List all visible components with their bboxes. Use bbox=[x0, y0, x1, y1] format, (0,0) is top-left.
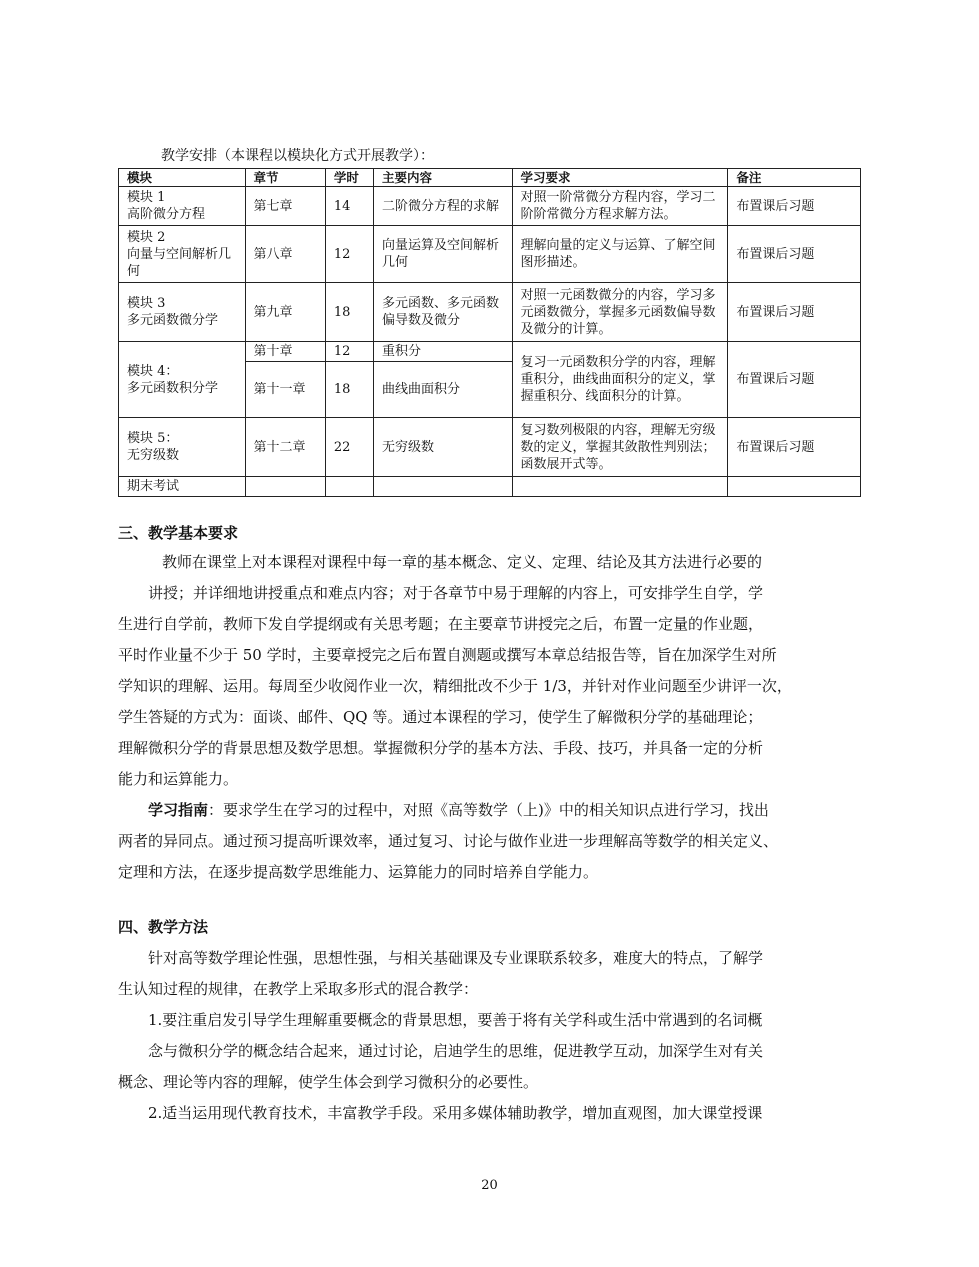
table-row bbox=[119, 418, 861, 477]
requirement-cell: 复习一元函数积分学的内容，理解重积分，曲线曲面积分的定义，掌握重积分、线面积分的计算。 bbox=[512, 342, 728, 418]
table-row bbox=[119, 342, 861, 362]
hours-cell bbox=[325, 477, 373, 497]
paragraph-line: 教师在课堂上对本课程对课程中每一章的基本概念、定义、定理、结论及其方法进行必要的 bbox=[162, 553, 763, 571]
paragraph-line: 念与微积分学的概念结合起来，通过讨论，启迪学生的思维，促进教学互动，加深学生对有关 bbox=[148, 1042, 764, 1060]
paragraph-line: 两者的异同点。通过预习提高听课效率，通过复习、讨论与做作业进一步理解高等数学的相关定义、 bbox=[118, 832, 779, 850]
note-cell bbox=[728, 477, 861, 497]
requirement-cell: 对照一元函数微分的内容，学习多元函数微分，掌握多元函数偏导数及微分的计算。 bbox=[512, 283, 728, 342]
chapter-cell: 第八章 bbox=[245, 226, 325, 283]
note-cell: 布置课后习题 bbox=[728, 187, 861, 226]
module-cell: 模块 4： 多元函数积分学 bbox=[119, 342, 246, 418]
content-cell: 向量运算及空间解析几何 bbox=[374, 226, 513, 283]
chapter-cell: 第七章 bbox=[245, 187, 325, 226]
paragraph-line: 学生答疑的方式为：面谈、邮件、QQ 等。通过本课程的学习，使学生了解微积分学的基础理论； bbox=[118, 708, 763, 726]
header-note: 备注 bbox=[728, 169, 861, 187]
table-header-row bbox=[119, 169, 861, 187]
table-row bbox=[119, 226, 861, 283]
module-cell: 模块 1 高阶微分方程 bbox=[119, 187, 246, 226]
module-cell: 模块 5： 无穷级数 bbox=[119, 418, 246, 477]
table-row bbox=[119, 187, 861, 226]
chapter-cell: 第十二章 bbox=[245, 418, 325, 477]
hours-cell: 18 bbox=[325, 283, 373, 342]
section-heading: 三、教学基本要求 bbox=[118, 524, 239, 542]
section-body bbox=[118, 547, 863, 888]
header-hours: 学时 bbox=[325, 169, 373, 187]
header-content: 主要内容 bbox=[374, 169, 513, 187]
section-body bbox=[118, 943, 863, 1129]
chapter-cell: 第十章 bbox=[245, 342, 325, 362]
requirement-cell: 理解向量的定义与运算、了解空间图形描述。 bbox=[512, 226, 728, 283]
content-cell: 多元函数、多元函数偏导数及微分 bbox=[374, 283, 513, 342]
guide-label: 学习指南 bbox=[148, 801, 209, 819]
chapter-cell bbox=[245, 477, 325, 497]
paragraph-line: 能力和运算能力。 bbox=[118, 770, 239, 788]
module-cell: 模块 2 向量与空间解析几何 bbox=[119, 226, 246, 283]
paragraph-line: 概念、理论等内容的理解，使学生体会到学习微积分的必要性。 bbox=[118, 1073, 539, 1091]
hours-cell: 14 bbox=[325, 187, 373, 226]
paragraph-line: 1.要注重启发引导学生理解重要概念的背景思想，要善于将有关学科或生活中常遇到的名词概 bbox=[148, 1011, 763, 1029]
content-cell: 无穷级数 bbox=[374, 418, 513, 477]
header-chapter: 章节 bbox=[245, 169, 325, 187]
paragraph-line: 学知识的理解、运用。每周至少收阅作业一次，精细批改不少于 1/3，并针对作业问题至少讲评一次， bbox=[118, 677, 792, 695]
paragraph-line bbox=[118, 795, 863, 826]
hours-cell: 18 bbox=[325, 362, 373, 418]
chapter-cell: 第九章 bbox=[245, 283, 325, 342]
paragraph-line: 2.适当运用现代教育技术，丰富教学手段。采用多媒体辅助教学，增加直观图，加大课堂授课 bbox=[148, 1104, 763, 1122]
module-cell: 模块 3 多元函数微分学 bbox=[119, 283, 246, 342]
paragraph-line: 理解微积分学的背景思想及数学思想。掌握微积分学的基本方法、手段、技巧，并具备一定的分析 bbox=[118, 739, 764, 757]
hours-cell: 22 bbox=[325, 418, 373, 477]
module-cell: 期末考试 bbox=[119, 477, 246, 497]
requirement-cell bbox=[512, 477, 728, 497]
paragraph-line: 生进行自学前，教师下发自学提纲或有关思考题；在主要章节讲授完之后，布置一定量的作业题， bbox=[118, 615, 764, 633]
hours-cell: 12 bbox=[325, 342, 373, 362]
content-cell: 重积分 bbox=[374, 342, 513, 362]
schedule-table bbox=[118, 168, 861, 497]
chapter-cell: 第十一章 bbox=[245, 362, 325, 418]
paragraph-line: 生认知过程的规律，在教学上采取多形式的混合教学： bbox=[118, 980, 479, 998]
paragraph-line: 针对高等数学理论性强，思想性强，与相关基础课及专业课联系较多，难度大的特点，了解学 bbox=[148, 949, 764, 967]
requirement-cell: 复习数列极限的内容，理解无穷级数的定义，掌握其敛散性判别法；函数展开式等。 bbox=[512, 418, 728, 477]
note-cell: 布置课后习题 bbox=[728, 283, 861, 342]
table-row bbox=[119, 283, 861, 342]
note-cell: 布置课后习题 bbox=[728, 418, 861, 477]
header-module: 模块 bbox=[119, 169, 246, 187]
paragraph-line: 定理和方法，在逐步提高数学思维能力、运算能力的同时培养自学能力。 bbox=[118, 863, 599, 881]
section-heading: 四、教学方法 bbox=[118, 918, 209, 936]
content-cell: 曲线曲面积分 bbox=[374, 362, 513, 418]
requirement-cell: 对照一阶常微分方程内容，学习二阶阶常微分方程求解方法。 bbox=[512, 187, 728, 226]
content-cell: 二阶微分方程的求解 bbox=[374, 187, 513, 226]
schedule-intro: 教学安排（本课程以模块化方式开展教学）： bbox=[161, 148, 434, 164]
table-row bbox=[119, 477, 861, 497]
paragraph-line: 平时作业量不少于 50 学时，主要章授完之后布置自测题或撰写本章总结报告等，旨在加深学生对所 bbox=[118, 646, 777, 664]
guide-text: ：要求学生在学习的过程中，对照《高等数学（上)》中的相关知识点进行学习，找出 bbox=[208, 801, 769, 819]
page-number: 20 bbox=[481, 1178, 498, 1193]
paragraph-line: 讲授；并详细地讲授重点和难点内容；对于各章节中易于理解的内容上，可安排学生自学，学 bbox=[148, 584, 764, 602]
content-cell bbox=[374, 477, 513, 497]
header-requirement: 学习要求 bbox=[512, 169, 728, 187]
note-cell: 布置课后习题 bbox=[728, 342, 861, 418]
hours-cell: 12 bbox=[325, 226, 373, 283]
note-cell: 布置课后习题 bbox=[728, 226, 861, 283]
